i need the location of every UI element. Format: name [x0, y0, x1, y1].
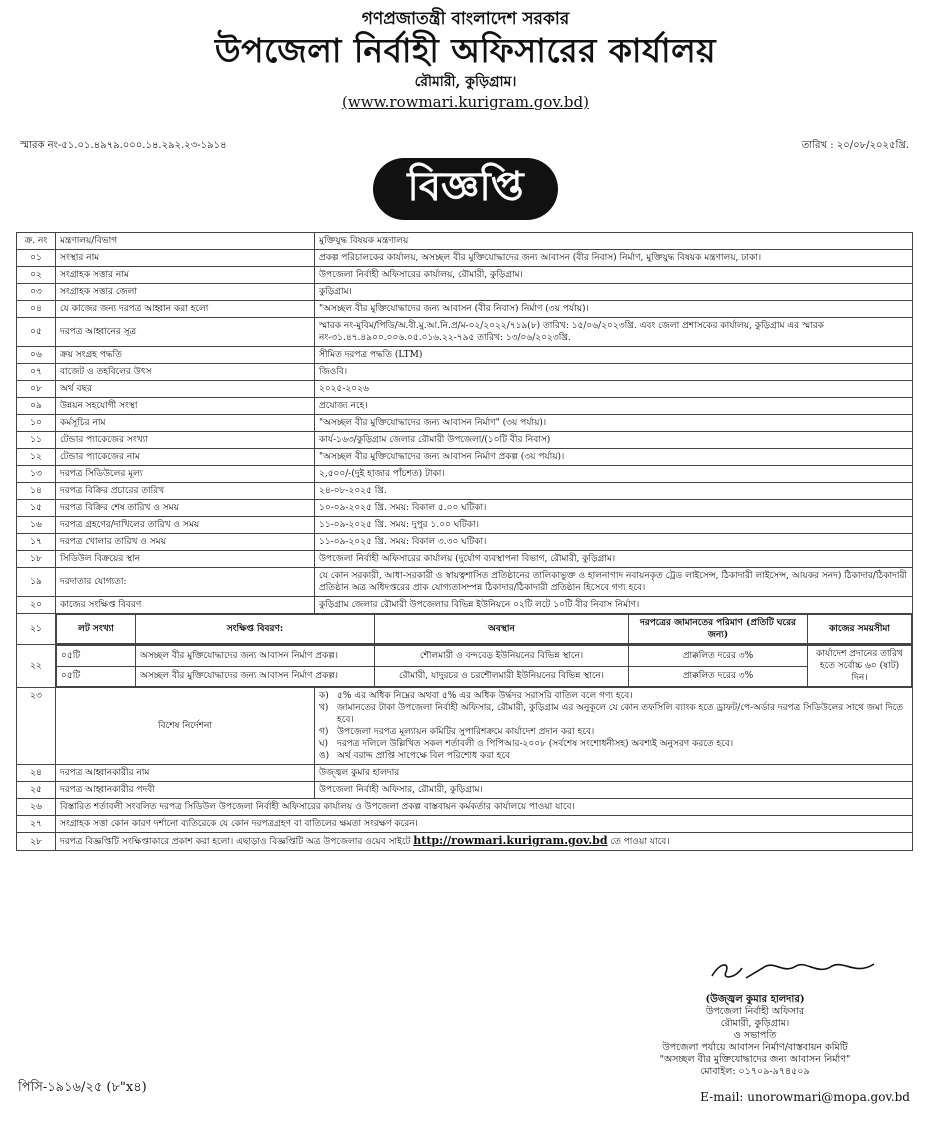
website-link[interactable]: (www.rowmari.kurigram.gov.bd): [342, 93, 589, 111]
table-row: [17, 782, 913, 799]
table-row: [17, 284, 913, 301]
lot-item: [57, 646, 912, 667]
table-row: [17, 364, 913, 381]
row-key: সিডিউল বিক্রয়ের স্থান: [56, 551, 315, 568]
row-key: ক্রয় সংগ্রহ পদ্ধতি: [56, 347, 315, 364]
row-number: ২৭: [17, 816, 56, 833]
memo-date: তারিখ : ২০/০৮/২০২৫খ্রি.: [801, 140, 909, 151]
table-row: [17, 347, 913, 364]
document-header: [0, 0, 931, 112]
signatory-email[interactable]: E-mail: unorowmari@mopa.gov.bd: [700, 1090, 910, 1104]
row-key: দরদাতার যোগ্যতা:: [56, 568, 315, 597]
lots-items-row: [17, 645, 913, 688]
row-key: সংগ্রাহক সত্তার নাম: [56, 267, 315, 284]
lots-header-duration: কাজের সময়সীমা: [808, 615, 912, 644]
row-key: টেন্ডার প্যাকেজের নাম: [56, 449, 315, 466]
table-row: [17, 500, 913, 517]
table-row: [17, 551, 913, 568]
row-value: প্রকল্প পরিচালকের কার্যালয়, অসচ্ছল বীর মুক্তিযোদ্ধাদের জন্য আবাসন (বীর নিবাস) নির্মাণ, মুক্তিযুদ্ধ বিষয়ক মন্ত্রণালয়, ঢাকা।: [315, 250, 913, 267]
row-number: ০১: [17, 250, 56, 267]
row-key: কর্মসূচির নাম: [56, 415, 315, 432]
row-number: ১৮: [17, 551, 56, 568]
lot-security: প্রাক্কলিত দরের ৩%: [629, 666, 808, 687]
row-key: কাজের সংক্ষিপ্ত বিবরণ: [56, 597, 315, 614]
row-value: "অসচ্ছল বীর মুক্তিযোদ্ধাদের জন্য আবাসন নির্মাণ প্রকল্প (৩য় পর্যায়)।: [315, 449, 913, 466]
row-key: দরপত্র আহ্বানকারীর পদবী: [56, 782, 315, 799]
row-number: ২৫: [17, 782, 56, 799]
table-row: [17, 250, 913, 267]
instructions-list: [315, 688, 913, 765]
signatory-line: মোবাইল: ০১৭০৯-৯৭৪৫০৯: [700, 1066, 810, 1077]
website-url-link[interactable]: http://rowmari.kurigram.gov.bd: [413, 834, 608, 847]
lots-table: [56, 614, 912, 644]
lot-location: রৌমারী, যাদুরচর ও চরশৌলমারী ইউনিয়নের বিভিন্ন স্থানে।: [375, 666, 629, 687]
row-value: কুড়িগ্রাম জেলার রৌমারী উপজেলার বিভিন্ন ইউনিয়নে ০২টি লটে ১০টি বীর নিবাস নির্মাণ।: [315, 597, 913, 614]
lot-duration: কার্যাদেশ প্রদানের তারিখ হতে সর্বোচ্চ ৬০ (ষাট) দিন।: [808, 646, 912, 687]
notice-banner: [0, 158, 931, 220]
row-value: "অসচ্ছল বীর মুক্তিযোদ্ধাদের জন্য আবাসন (বীর নিবাস) নির্মাণ (৩য় পর্যায়)।: [315, 301, 913, 318]
table-row: [17, 233, 913, 250]
row-key: দরপত্র বিক্রির শেষ তারিখ ও সময়: [56, 500, 315, 517]
row-key: দরপত্র আহ্বানকারীর নাম: [56, 765, 315, 782]
row-value: স্মারক নং-মুবিম/পিডি/অ.বী.মু.আ.নি.প্র/ম-০২/২০২২/৭১৯(৮) তারিখ: ১৫/০৬/২০২৩খ্রি. এবং জেলা প্রশাসকের কার্যালয়, কুড়িগ্রাম এর স্মারক নং-৩১.৪৭.৪৯০০.০০৬.০৫.০১৬.২২-৭৯৫ তারিখ: ১৩/০৬/২০২৩খ্রি.: [315, 318, 913, 347]
row-value: "অসচ্ছল বীর মুক্তিযোদ্ধাদের জন্য আবাসন নির্মাণ" (৩য় পর্যায়)।: [315, 415, 913, 432]
table-row: [17, 597, 913, 614]
signatory-line: "অসচ্ছল বীর মুক্তিযোদ্ধাদের জন্য আবাসন নির্মাণ": [659, 1054, 851, 1065]
row-number: ১৯: [17, 568, 56, 597]
table-row: [17, 381, 913, 398]
row-key: দরপত্র খোলার তারিখ ও সময়: [56, 534, 315, 551]
table-row: [17, 568, 913, 597]
signatory-name: (উজ্জ্বল কুমার হালদার): [705, 994, 805, 1005]
lots-header-security: দরপত্রের জামানতের পরিমাণ (প্রতিটি ঘরের জন্য): [629, 615, 808, 644]
table-row: [17, 449, 913, 466]
tender-table: [16, 232, 913, 851]
row-value: ২,৫০০/-(দুই হাজার পাঁচশত) টাকা।: [315, 466, 913, 483]
row-text: সংগ্রাহক সত্তা কোন কারণ দর্শানো ব্যতিরেকে যে কোন দরপত্রগ্রহণ বা বাতিলের ক্ষমতা সংরক্ষণ করেন।: [56, 816, 913, 833]
row-value: যে কোন সরকারী, আধা-সরকারী ও স্বায়ত্বশাসিত প্রতিষ্ঠানের তালিকাভুক্ত ও হালনাগাদ নবায়নকৃত ট্রেড লাইসেন্স, ঠিকাদারী লাইসেন্স, আয়কর সনদ) ঠিকাদার/ঠিকাদারী প্রতিষ্ঠান অত্র অধিদপ্তরের প্রাক যোগ্যতাসম্পন্ন ঠিকাদার/ঠিকাদারী প্রতিষ্ঠান হিসেবে গণ্য হবে।: [315, 568, 913, 597]
row-value: সীমিত দরপত্র পদ্ধতি (LTM): [315, 347, 913, 364]
row-number: ১৭: [17, 534, 56, 551]
row-value: মুক্তিযুদ্ধ বিষয়ক মন্ত্রণালয়: [315, 233, 913, 250]
row-key: বাজেট ও তহবিলের উৎস: [56, 364, 315, 381]
instruction-item: খ) জামানতের টাকা উপজেলা নির্বাহী অফিসার, রৌমারী, কুড়িগ্রাম এর অনুকূলে যে কোন তফসিলি ব্যাংক হতে ড্রাফট/পে-অর্ডার দরপত্র সিডিউলের সাথে জমা দিতে হবে।: [319, 703, 904, 725]
signature-block: [600, 994, 910, 1078]
lot-desc: অসচ্ছল বীর মুক্তিযোদ্ধাদের জন্য আবাসন নির্মাণ প্রকল্প।: [136, 646, 375, 667]
row-value: উপজেলা নির্বাহী অফিসারের কার্যালয়, রৌমারী, কুড়িগ্রাম।: [315, 267, 913, 284]
signatory-line: উপজেলা নির্বাহী অফিসার: [705, 1006, 805, 1017]
table-row: [17, 534, 913, 551]
row-number: ০৮: [17, 381, 56, 398]
row-key: দরপত্র সিডিউলের মূল্য: [56, 466, 315, 483]
lot-security: প্রাক্কলিত দরের ৩%: [629, 646, 808, 667]
row-number: ১৩: [17, 466, 56, 483]
row-number: ২০: [17, 597, 56, 614]
row-value: উপজেলা নির্বাহী অফিসার, রৌমারী, কুড়িগ্রাম।: [315, 782, 913, 799]
row-number: ২২: [17, 645, 56, 688]
row-key: দরপত্র গ্রহণের/দাখিলের তারিখ ও সময়: [56, 517, 315, 534]
row-value: কুড়িগ্রাম।: [315, 284, 913, 301]
lots-header-location: অবস্থান: [375, 615, 629, 644]
row-number: ১৬: [17, 517, 56, 534]
row-key: সংস্থার নাম: [56, 250, 315, 267]
row-key: সংগ্রাহক সত্তার জেলা: [56, 284, 315, 301]
row-key: দরপত্র বিক্রির প্রচারের তারিখ: [56, 483, 315, 500]
lot-item: [57, 666, 912, 687]
lots-items-table: [56, 645, 912, 687]
signatory-line: রৌমারী, কুড়িগ্রাম।: [720, 1018, 790, 1029]
row-number: ক্র. নং: [17, 233, 56, 250]
row-value: কার্য-১৬৩/কুড়িগ্রাম জেলার রৌমারী উপজেলা/(১০টি বীর নিবাস): [315, 432, 913, 449]
row-number: ০৬: [17, 347, 56, 364]
row-key: দরপত্র আহ্বানের সূত্র: [56, 318, 315, 347]
signatory-line: ও সভাপতি: [733, 1030, 777, 1041]
instruction-item: ঘ) দরপত্র দলিলে উল্লিখিত সকল শর্তাবলী ও পিপিআর-২০০৮ (সর্বশেষ সংশোধনীসহ) অবশ্যই অনুসরণ করতে হবে।: [319, 739, 734, 749]
table-row: [17, 833, 913, 851]
row-number: ০৭: [17, 364, 56, 381]
row-number: ১১: [17, 432, 56, 449]
office-name: উপজেলা নির্বাহী অফিসারের কার্যালয়: [214, 31, 717, 70]
instruction-item: ঙ) অর্থ বরাদ্দ প্রাপ্তি সাপেক্ষে বিল পরিশোধ করা হবে: [319, 751, 511, 761]
table-row: [17, 432, 913, 449]
memo-ref: স্মারক নং-৫১.০১.৪৯৭৯.০০০.১৪.২৯২.২৩-১৯১৪: [20, 140, 227, 151]
row-text: বিস্তারিত শর্তাবলী সংবলিত দরপত্র সিডিউল উপজেলা নির্বাহী অফিসারের কার্যালয় ও উপজেলা প্রকল্প বাস্তবায়ন কর্মকর্তার কার্যালয়ে পাওয়া যাবে।: [56, 799, 913, 816]
row-key: টেন্ডার প্যাকেজের সংখ্যা: [56, 432, 315, 449]
table-row: [17, 799, 913, 816]
signatory-line: উপজেলা পর্যায়ে আবাসন নির্মাণ/বাস্তবায়ন কমিটি: [662, 1042, 848, 1053]
government-name: গণপ্রজাতন্ত্রী বাংলাদেশ সরকার: [361, 9, 570, 29]
instruction-item: ক) ৫% এর অধিক নিম্নের অথবা ৫% এর অধিক উর্দ্ধদর সরাসরি বাতিল বলে গণ্য হবে।: [319, 691, 633, 701]
memo-line: [20, 138, 909, 155]
row-key: উন্নয়ন সহযোগী সংস্থা: [56, 398, 315, 415]
table-row: [17, 267, 913, 284]
instructions-label: বিশেষ নির্দেশনা: [56, 688, 315, 765]
row-number: ০৩: [17, 284, 56, 301]
row-value: উপজেলা নির্বাহী অফিসারের কার্যালয় (দুর্যোগ ব্যবস্থাপনা বিভাগ, রৌমারী, কুড়িগ্রাম।: [315, 551, 913, 568]
row-value: ২৪-০৮-২০২৫ খ্রি.: [315, 483, 913, 500]
row-number: ০৪: [17, 301, 56, 318]
row-number: ১৫: [17, 500, 56, 517]
lots-header-desc: সংক্ষিপ্ত বিবরণ:: [136, 615, 375, 644]
row-value: ১১-০৯-২০২৫ খ্রি. সময়: বিকাল ৩.৩০ ঘটিকা।: [315, 534, 913, 551]
row-key: অর্থ বছর: [56, 381, 315, 398]
table-row: [17, 517, 913, 534]
row-number: ০২: [17, 267, 56, 284]
row-number: ২৬: [17, 799, 56, 816]
row-number: ২৩: [17, 688, 56, 765]
table-row: [17, 301, 913, 318]
lot-count: ০৫টি: [57, 666, 136, 687]
row-number: ২১: [17, 614, 56, 645]
row-value: ১১-০৯-২০২৫ খ্রি. সময়: দুপুর ১.০০ ঘটিকা।: [315, 517, 913, 534]
table-row: [17, 816, 913, 833]
row-text: দরপত্র বিজ্ঞপ্তিটি সংক্ষিপ্তাকারে প্রকাশ করা হলো। এছাড়াও বিজ্ঞপ্তিটি অত্র উপজেলার ওয়েব সাইটে http://rowmari.kurigram.gov.bd তে পাওয়া যাবে।: [56, 833, 913, 851]
row-key: মন্ত্রণালয়/বিভাগ: [56, 233, 315, 250]
lots-row: [17, 614, 913, 645]
lots-header-row: [57, 615, 912, 644]
row-number: ১৪: [17, 483, 56, 500]
row-value: ২০২৫-২০২৬: [315, 381, 913, 398]
table-row: [17, 415, 913, 432]
lot-count: ০৫টি: [57, 646, 136, 667]
lot-desc: অসচ্ছল বীর মুক্তিযোদ্ধাদের জন্য আবাসন নির্মাণ প্রকল্প।: [136, 666, 375, 687]
lots-header-count: লট সংখ্যা: [57, 615, 136, 644]
row-key: যে কাজের জন্য দরপত্র আহ্বান করা হলো: [56, 301, 315, 318]
row-value: ১০-০৯-২০২৫ খ্রি. সময়: বিকাল ৫.০০ ঘটিকা।: [315, 500, 913, 517]
table-row: [17, 466, 913, 483]
instruction-item: গ) উপজেলা দরপত্র মূল্যায়ন কমিটির সুপারিশক্রমে কার্যাদেশ প্রদান করা হবে।: [319, 727, 595, 737]
table-row: [17, 765, 913, 782]
office-location: রৌমারী, কুড়িগ্রাম।: [414, 74, 517, 90]
row-number: ২৮: [17, 833, 56, 851]
table-row: [17, 318, 913, 347]
handwritten-signature: [706, 958, 906, 984]
row-number: ১০: [17, 415, 56, 432]
row-value: উজ্জ্বল কুমার হালদার: [315, 765, 913, 782]
row-number: ২৪: [17, 765, 56, 782]
row-number: ০৯: [17, 398, 56, 415]
row-number: ১২: [17, 449, 56, 466]
notice-title: বিজ্ঞপ্তি: [373, 158, 557, 220]
instructions-row: [17, 688, 913, 765]
row-value: প্রযোজ্য নহে।: [315, 398, 913, 415]
print-code: পিসি-১৯১৬/২৫ (৮"x৪): [18, 1080, 147, 1095]
lot-location: শৌলমারী ও বন্দবেড় ইউনিয়নের বিভিন্ন স্থানে।: [375, 646, 629, 667]
row-number: ০৫: [17, 318, 56, 347]
table-row: [17, 483, 913, 500]
table-row: [17, 398, 913, 415]
row-value: জিওবি।: [315, 364, 913, 381]
